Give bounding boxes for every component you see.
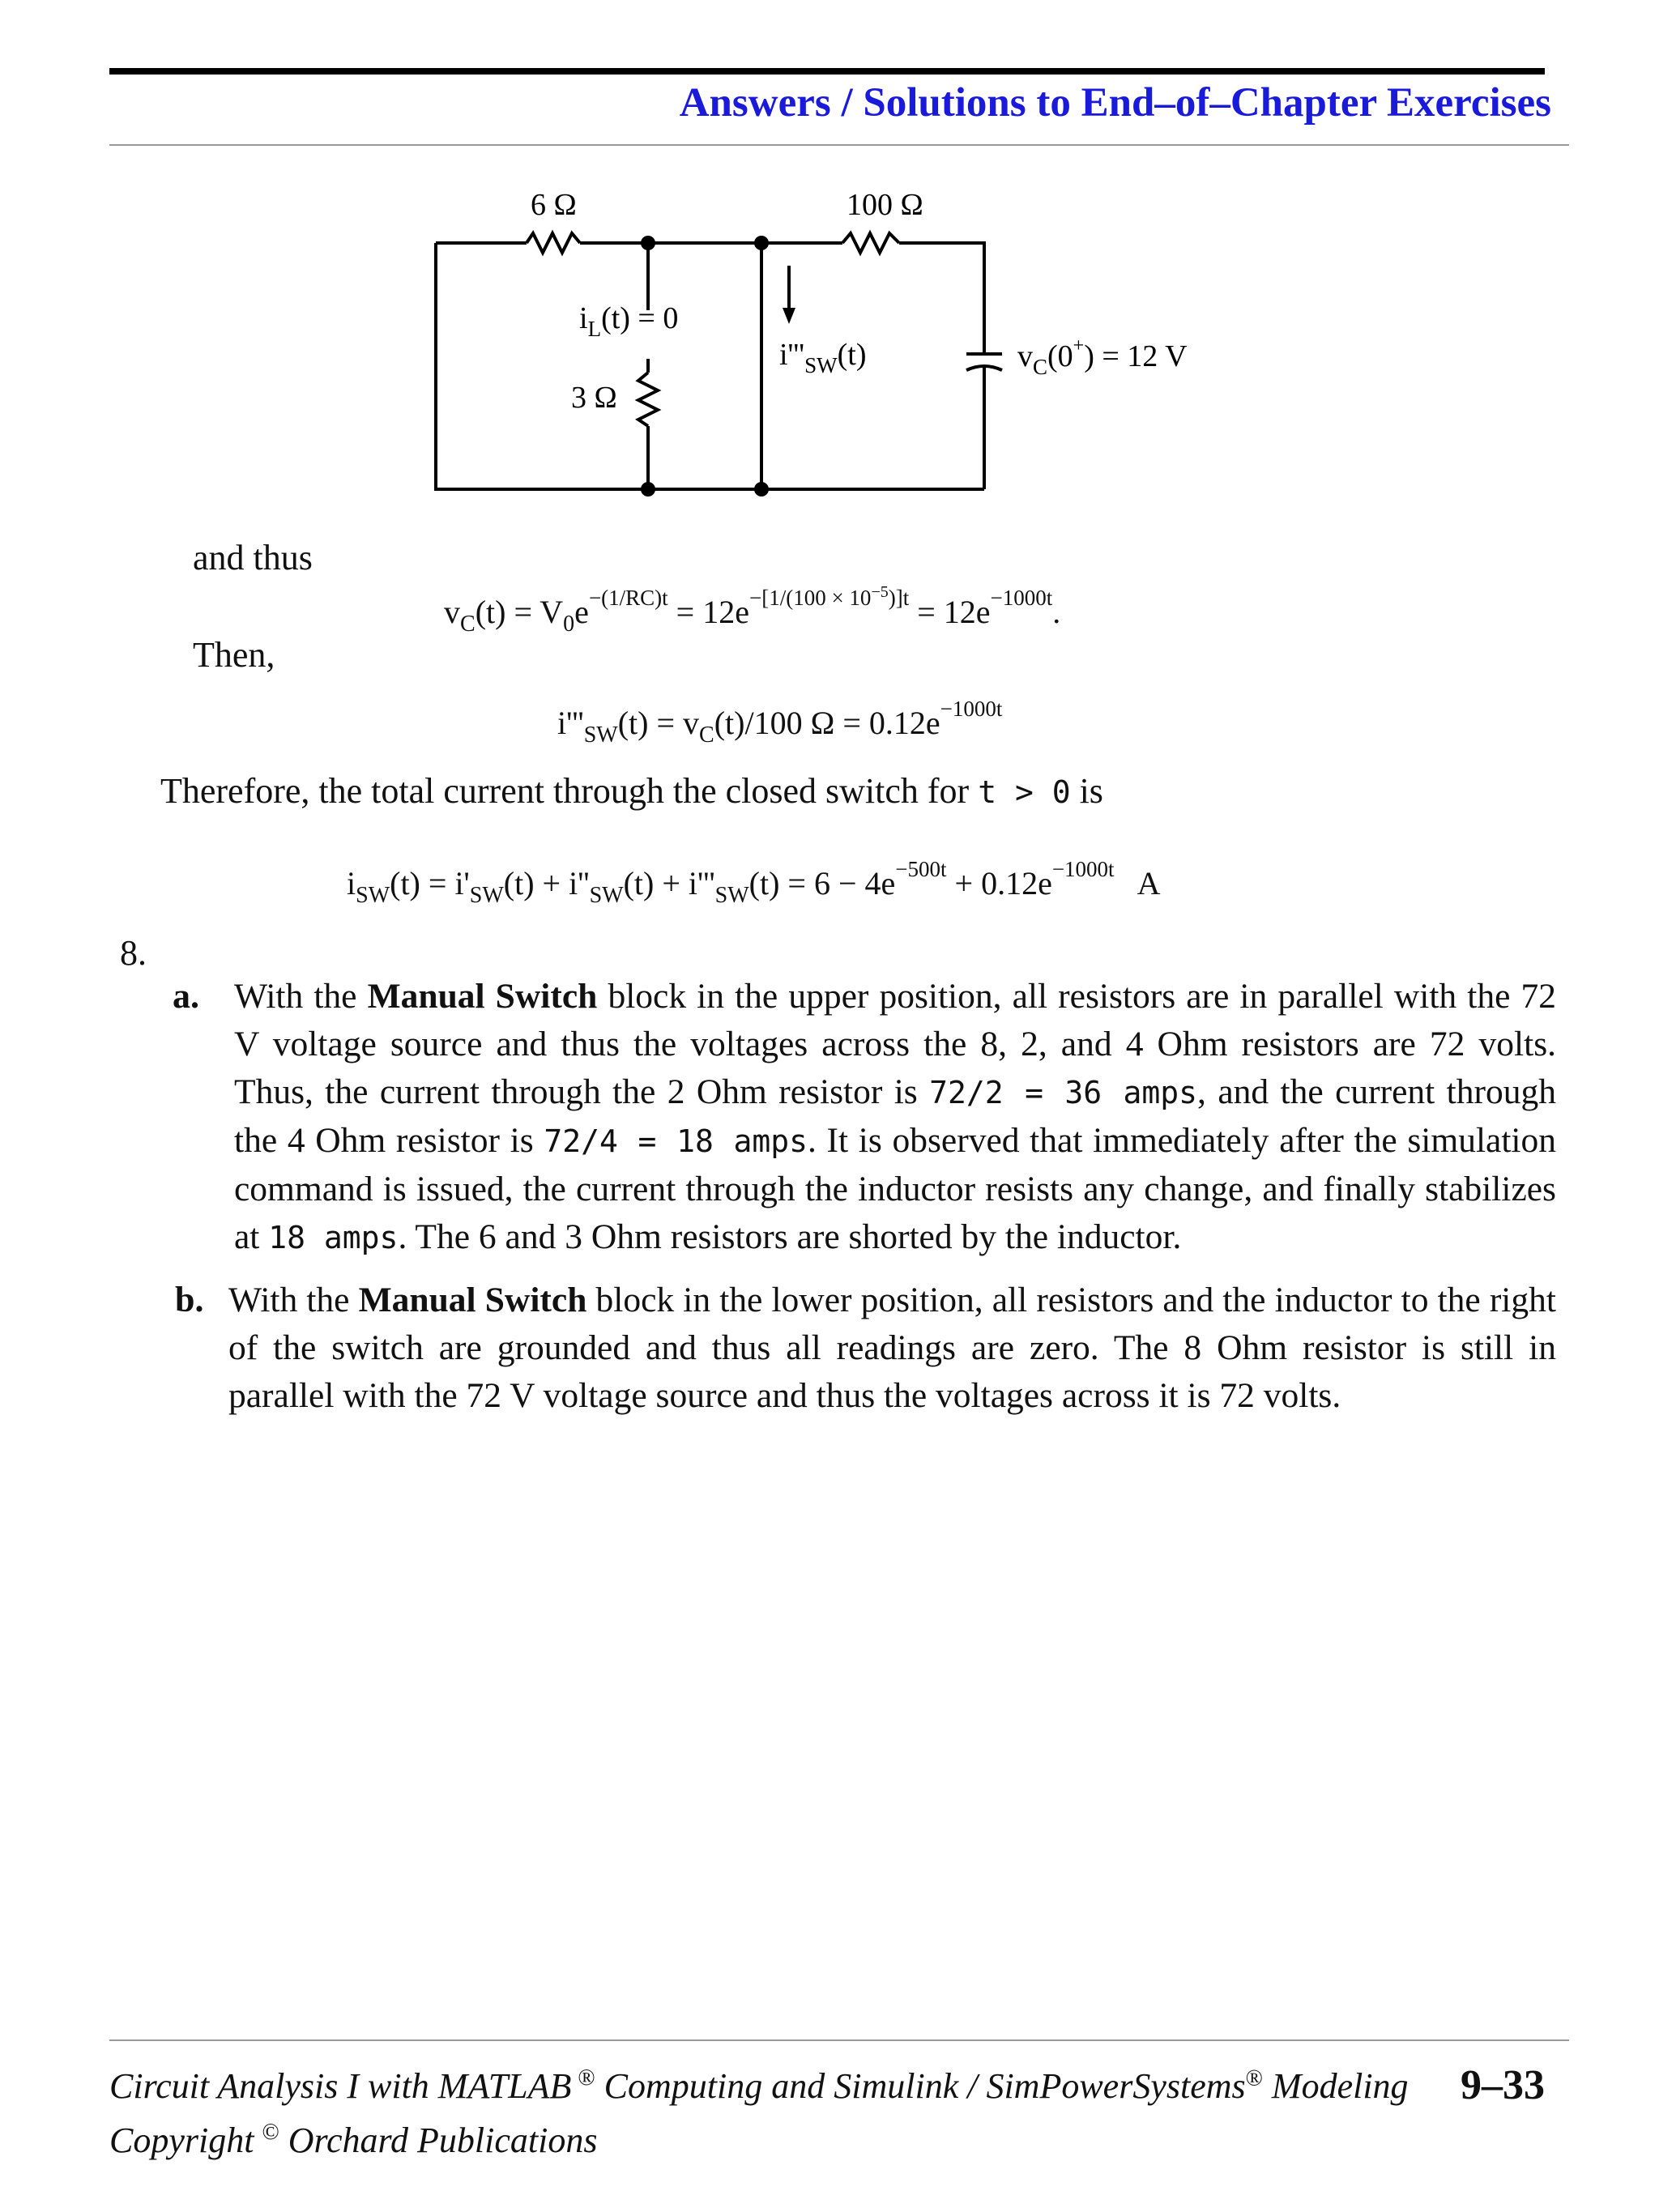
footer-rule — [109, 2039, 1569, 2041]
text-then: Then, — [193, 635, 275, 675]
part-a-label: a. — [173, 976, 199, 1016]
equation-isw-total: $i_{SW}(t) = i'_{SW}(t) + i''_{SW}(t) + i'''_{SW}(t) = 6 - 4e^{-500t} + 0.12e^{-1000t}$ A — [347, 857, 1161, 908]
header-rule-thick — [109, 68, 1545, 75]
text-therefore: Therefore, the total current through the closed switch for t > 0 is — [160, 771, 1103, 811]
footer-page-number: 9–33 — [1461, 2062, 1545, 2108]
label-100-ohm: 100 Ω — [847, 188, 923, 222]
arrow-icon — [783, 308, 795, 324]
part-b-label: b. — [175, 1280, 204, 1319]
wire-top-right — [899, 243, 984, 352]
header-rule-thin — [109, 144, 1569, 146]
exercise-number: 8. — [120, 933, 147, 973]
label-vc: $v_C(0^+) = 12$ V — [1017, 335, 1188, 379]
label-3-ohm: 3 Ω — [571, 381, 617, 415]
footer-book-title: Circuit Analysis I with MATLAB ® Computing and Simulink / SimPowerSystems® Modeling — [109, 2065, 1409, 2106]
equation-vc: $v_C(t) = V_0e^{-(1/RC)t} = 12e^{-[1/(100 \times 10^{-5})]t} = 12e^{-1000t}$. — [444, 583, 1061, 637]
label-6-ohm: 6 Ω — [531, 188, 577, 222]
wire-outer — [436, 243, 984, 489]
circuit-diagram — [405, 178, 1296, 518]
resistor-3-ohm — [638, 373, 658, 426]
equation-isw3: $i'''_{SW}(t) = v_C(t)/100$ $\Omega = 0.12e^{-1000t}$ — [557, 697, 1003, 748]
label-il: $i_L(t) = 0$ — [579, 301, 679, 341]
part-b-paragraph: With the Manual Switch block in the lower position, all resistors and the inductor to the right of the switch are grounded and thus all readings are zero. The 8 Ohm resistor is still in parallel with the 72 V voltage source and thus the voltages across it is 72 volts. — [228, 1281, 1556, 1415]
resistor-6-ohm — [527, 233, 580, 253]
label-isw: $i'''_{SW}(t)$ — [779, 338, 867, 377]
footer-copyright: Copyright © Orchard Publications — [109, 2120, 598, 2160]
text-and-thus: and thus — [193, 538, 313, 578]
resistor-100-ohm — [842, 233, 899, 253]
page-header-title: Answers / Solutions to End–of–Chapter Exercises — [679, 80, 1551, 126]
part-a-paragraph: With the Manual Switch block in the upper position, all resistors are in parallel with the 72 V voltage source and thus the voltages across the 8, 2, and 4 Ohm resistors are 72 volts. Thus, the current through the 2 Ohm resistor is 72/2 = 36 amps, and the current through the 4 Ohm resistor is 72/4 = 18 amps. It is observed that immediately after the simulation command is issued, the current through the inductor resists any change, and finally stabilizes at 18 amps. The 6 and 3 Ohm resistors are shorted by the inductor. — [234, 977, 1557, 1256]
